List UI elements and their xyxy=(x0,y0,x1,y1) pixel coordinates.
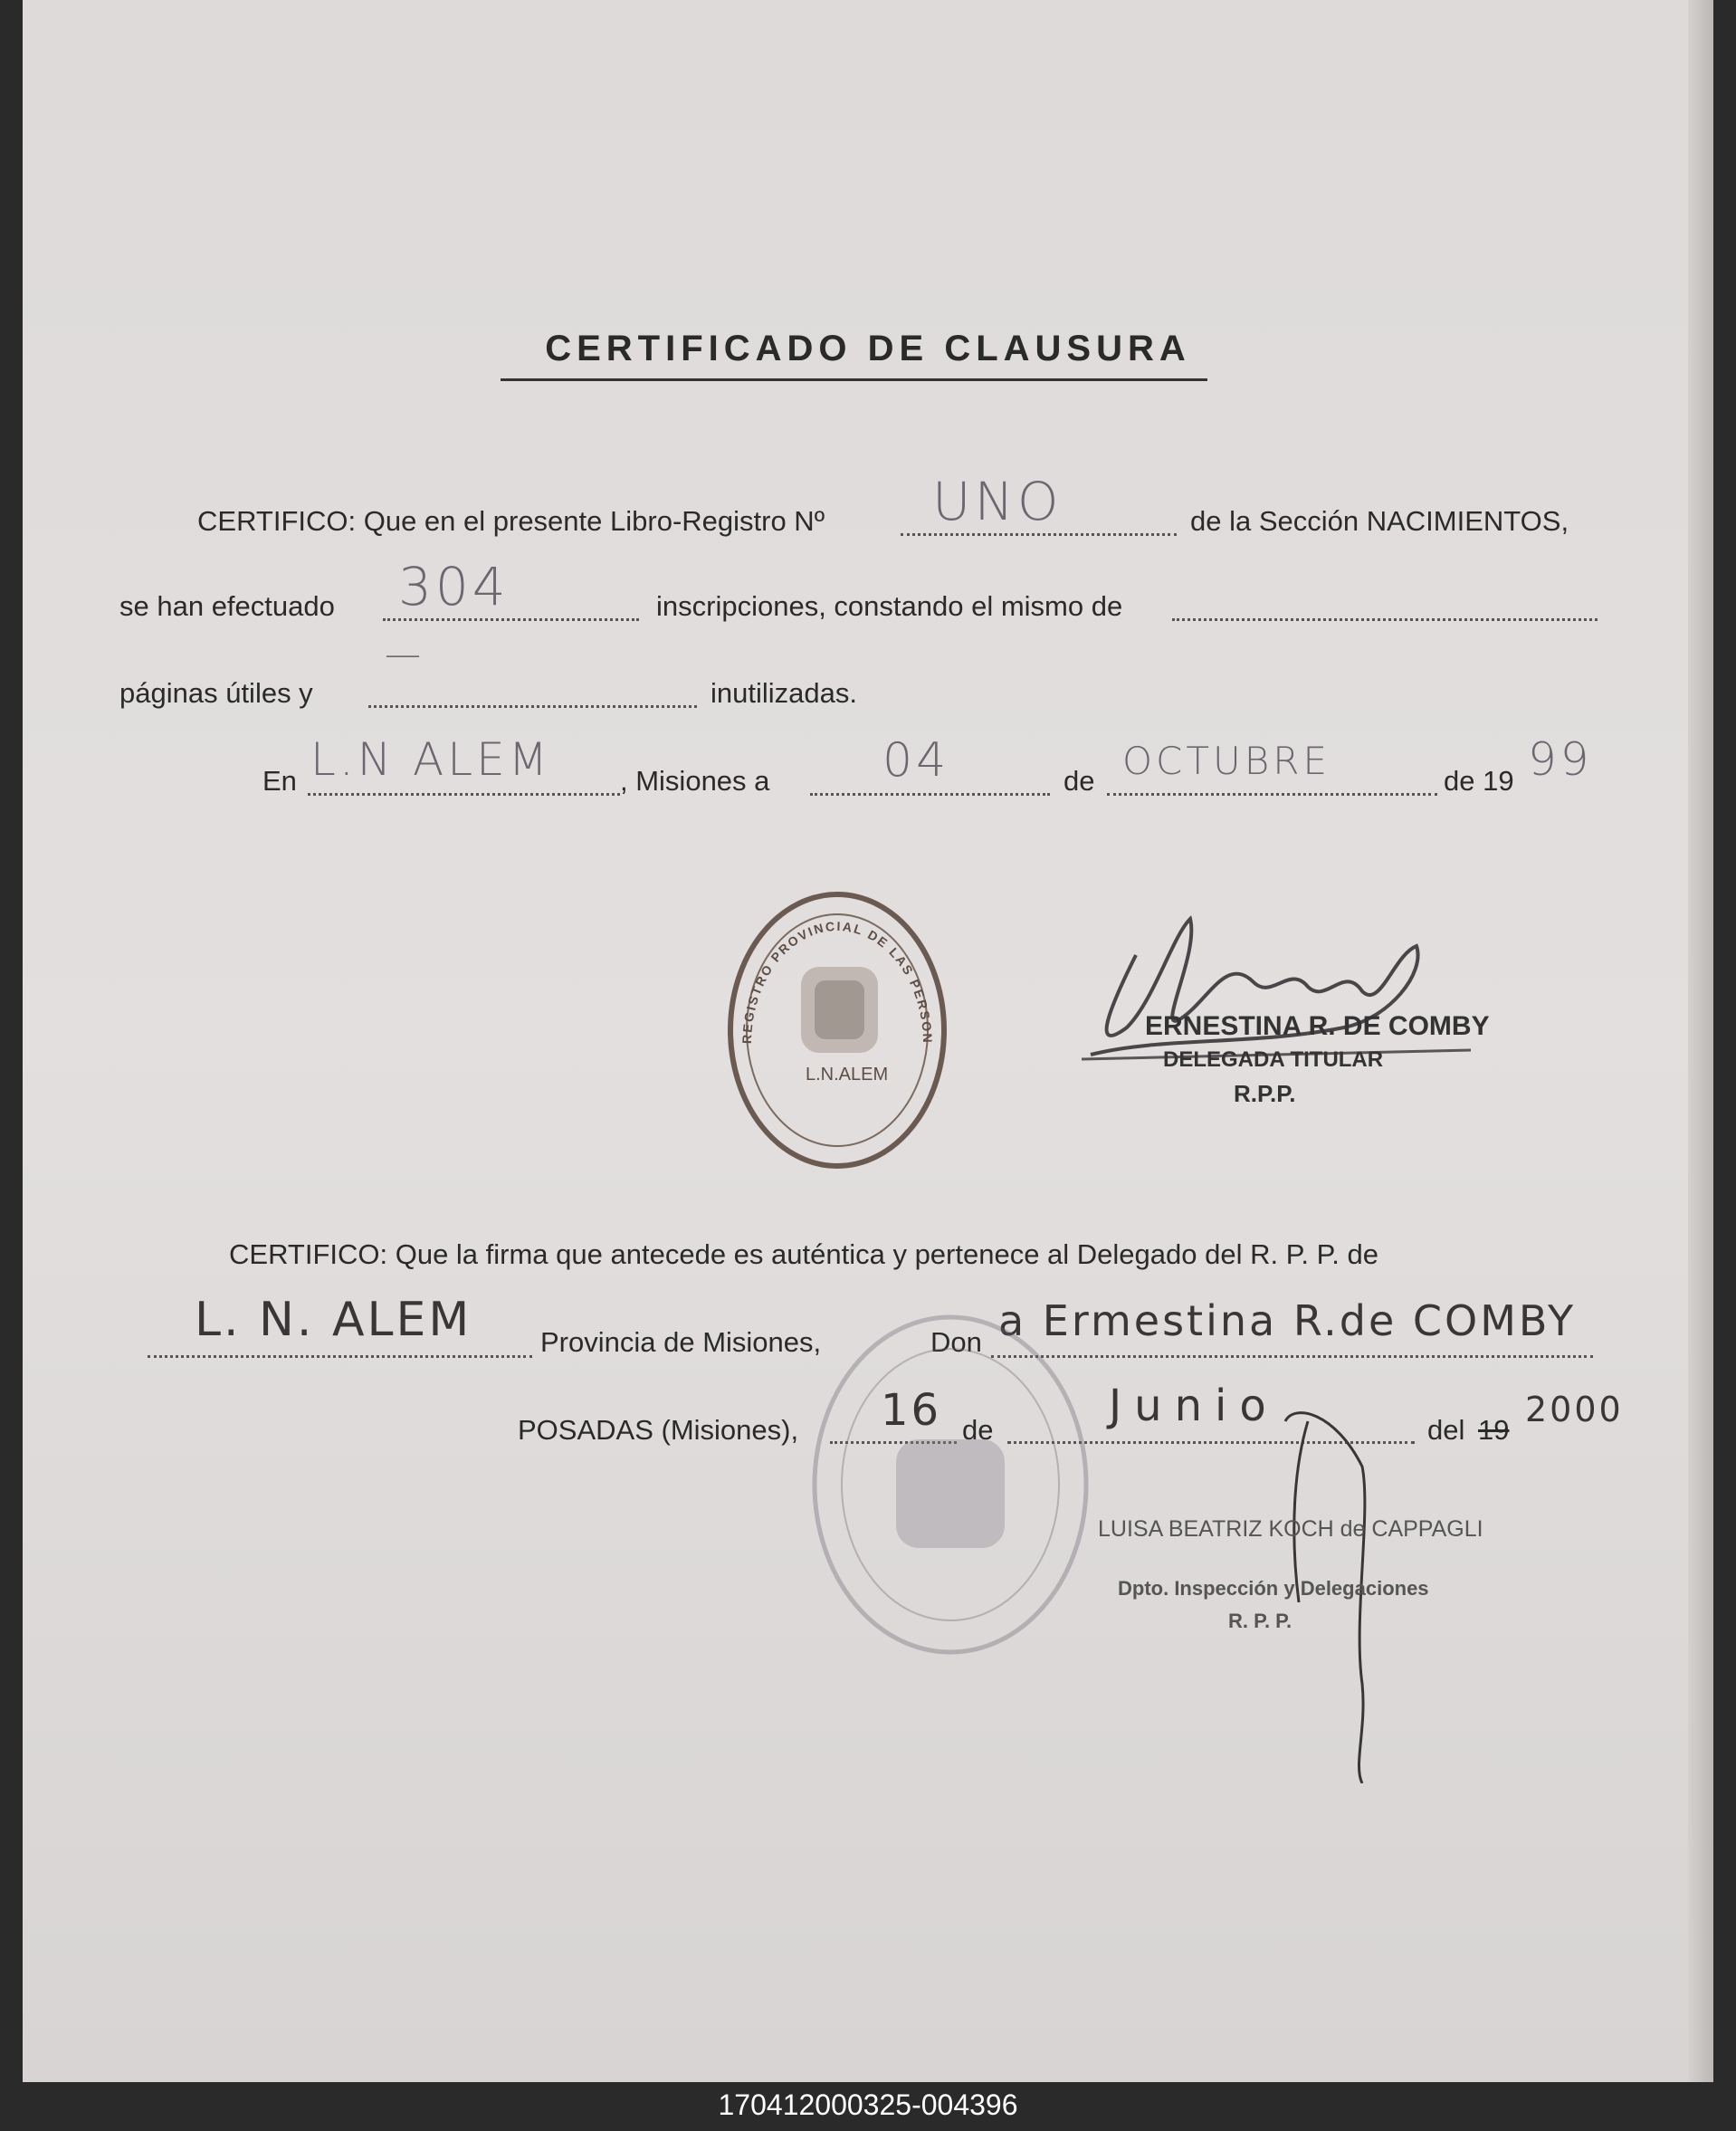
month-handwritten: OCTUBRE xyxy=(1122,739,1331,783)
svg-text:REGISTRO PROVINCIAL DE LAS PER: REGISTRO PROVINCIAL DE LAS PERSON xyxy=(739,918,936,1045)
year-handwritten: 99 xyxy=(1528,733,1593,786)
cert1-line1-prefix: CERTIFICO: Que en el presente Libro-Registro Nº xyxy=(197,505,825,537)
cert1-line1-suffix: de la Sección NACIMIENTOS, xyxy=(1190,505,1569,537)
cert1-line2-prefix: se han efectuado xyxy=(119,590,335,622)
cert2-person-handwritten: a Ermestina R.de COMBY xyxy=(998,1296,1577,1345)
place-handwritten: L.N ALEM xyxy=(310,733,551,786)
document-title: CERTIFICADO DE CLAUSURA xyxy=(545,329,1191,368)
signature-block-2 xyxy=(1064,1385,1483,1783)
cert2-place-dots xyxy=(148,1353,532,1358)
scan-id-footer: 170412000325-004396 xyxy=(718,2088,1018,2121)
cert2-don: Don xyxy=(930,1326,982,1358)
cert2-year-handwritten: 2000 xyxy=(1525,1390,1624,1429)
paginas-dots xyxy=(1172,616,1598,621)
cert1-line3-prefix: páginas útiles y xyxy=(119,677,313,709)
signer-1-org: R.P.P. xyxy=(1234,1080,1296,1107)
cert2-year-printed: 19 xyxy=(1478,1414,1510,1446)
cert2-city: POSADAS (Misiones), xyxy=(518,1414,799,1446)
cert2-de: de xyxy=(962,1414,994,1446)
day-handwritten: 04 xyxy=(882,733,950,788)
en-label: En xyxy=(262,765,297,797)
cert2-month-handwritten: Junio xyxy=(1109,1381,1279,1431)
inutilizadas-handwritten: — xyxy=(385,634,424,675)
de-19-label: de 19 xyxy=(1444,765,1514,797)
cert2-day-handwritten: 16 xyxy=(881,1385,942,1436)
seal-oval-icon xyxy=(715,885,959,1175)
signer-2-name: LUISA BEATRIZ KOCH de CAPPAGLI xyxy=(1098,1516,1483,1542)
misiones-a-label: , Misiones a xyxy=(620,765,770,797)
cert1-line3-suffix: inutilizadas. xyxy=(711,677,857,709)
cert2-del: del xyxy=(1427,1414,1465,1446)
title-underline xyxy=(501,378,1207,381)
cert1-line2-suffix: inscripciones, constando el mismo de xyxy=(656,590,1123,622)
signer-1-role: DELEGADA TITULAR xyxy=(1163,1047,1384,1072)
signer-2-org: R. P. P. xyxy=(1228,1610,1292,1632)
cert2-place-handwritten: L. N. ALEM xyxy=(195,1293,472,1347)
inutilizadas-dots xyxy=(368,703,697,708)
document-page xyxy=(23,0,1713,2082)
faint-round-seal-icon xyxy=(801,1304,1100,1666)
signer-1-name: ERNESTINA R. DE COMBY xyxy=(1145,1011,1490,1041)
inscripciones-handwritten: 304 xyxy=(398,556,510,617)
cert2-provincia: Provincia de Misiones, xyxy=(540,1326,822,1358)
cert2-line1: CERTIFICO: Que la firma que antecede es auténtica y pertenece al Delegado del R. P. P. de xyxy=(229,1238,1379,1270)
place-dots xyxy=(308,791,620,796)
page-edge xyxy=(1688,0,1713,2082)
month-dots xyxy=(1107,791,1437,796)
registro-seal xyxy=(715,885,959,1175)
day-dots xyxy=(810,791,1050,796)
signature-block-1 xyxy=(1073,901,1489,1136)
libro-no-handwritten: UNO xyxy=(932,471,1063,532)
seal-center-text: L.N.ALEM xyxy=(806,1065,889,1085)
de-label-1: de xyxy=(1064,765,1095,797)
signer-2-role: Dpto. Inspección y Delegaciones xyxy=(1118,1577,1429,1600)
